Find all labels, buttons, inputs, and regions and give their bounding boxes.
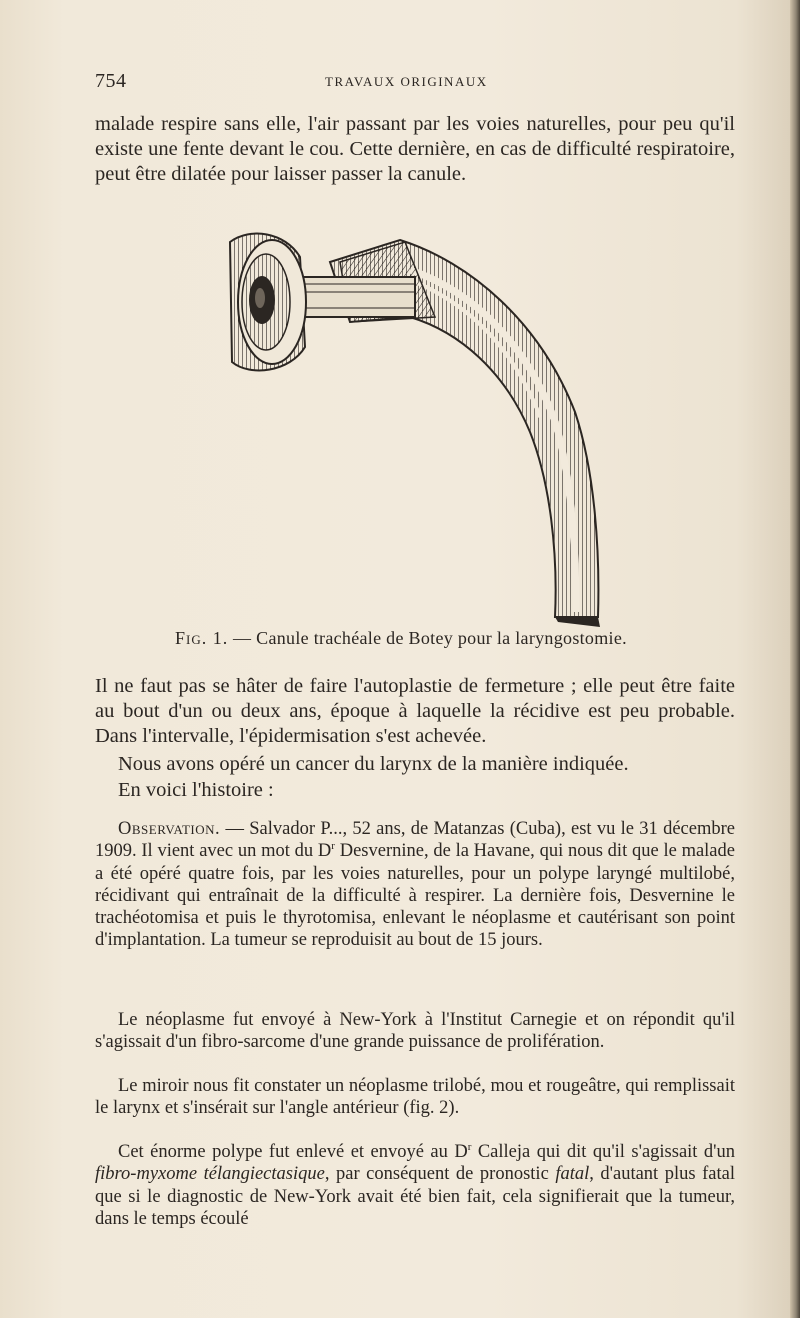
- paragraph-8: [95, 1141, 735, 1230]
- paragraph-8-italic-2: fatal: [555, 1164, 590, 1185]
- observation-paragraph: [95, 818, 735, 952]
- paragraph-8-italic-1: fibro-myxome télangiectasique: [95, 1164, 325, 1185]
- paragraph-6: Le néoplasme fut envoyé à New-York à l'Institut Carnegie et on répondit qu'il s'agissait d'un fibro-sarcome d'une grande puissance de prolifération.: [95, 1010, 735, 1053]
- paragraph-1: malade respire sans elle, l'air passant par les voies naturelles, pour peu qu'il existe une fente devant le cou. Cette dernière, en cas de difficulté respiratoire, peut être dilatée pour laisser passer la canule.: [95, 113, 735, 185]
- running-head: TRAVAUX ORIGINAUX: [325, 74, 488, 89]
- paragraph-8-text-d: , d'autant plus fatal que si le diagnostic de New-York avait été bien fait, cela signifierait que la tumeur, dans le temps écoulé: [95, 1164, 735, 1229]
- figure-caption-text: — Canule trachéale de Botey pour la laryngostomie.: [228, 628, 627, 648]
- paragraph-2: Il ne faut pas se hâter de faire l'autoplastie de fermeture ; elle peut être faite au bout d'un ou deux ans, époque à laquelle la récidive est peu probable. Dans l'intervalle, l'épidermisation s'est achevée.: [95, 675, 735, 747]
- paragraph-8-text-b: Calleja qui dit qu'il s'agissait d'un: [471, 1142, 735, 1162]
- page-edge-shadow: [790, 0, 800, 1318]
- paragraph-8-text-a: Cet énorme polype fut enlevé et envoyé au D: [118, 1142, 468, 1162]
- page-header: [95, 70, 735, 94]
- cannula-illustration-icon: [210, 222, 630, 632]
- figure-label: Fig. 1.: [175, 628, 229, 648]
- observation-text-b: Desvernine, de la Havane, qui nous dit que le malade a été opéré quatre fois, par les voies naturelles, pour un polype laryngé multilobé, récidivant qui entraînait de la difficulté à respirer. La dernière fois, Desvernine le trachéotomisa et puis le thyrotomisa, enlevant le néoplasme et cautérisant son point d'implantation. La tumeur se reproduisit au bout de 15 jours.: [95, 841, 735, 951]
- observation-sup: r: [331, 840, 335, 853]
- paragraph-8-sup: r: [467, 1140, 472, 1153]
- observation-label: Observation.: [118, 819, 221, 839]
- paragraph-7: Le miroir nous fit constater un néoplasme trilobé, mou et rougeâtre, qui remplissait le larynx et s'insérait sur l'angle antérieur (fig. 2).: [95, 1076, 735, 1119]
- page-number: 754: [95, 70, 127, 92]
- paragraph-8-text-c: , par conséquent de pronostic: [324, 1164, 556, 1185]
- paragraph-3: Nous avons opéré un cancer du larynx de la manière indiquée.: [118, 753, 629, 775]
- figure-tracheal-cannula: [210, 222, 630, 632]
- figure-caption: [175, 628, 735, 649]
- observation-text-a: — Salvador P..., 52 ans, de Matanzas (Cuba), est vu le 31 décembre 1909. Il vient avec un mot du D: [95, 819, 735, 862]
- paragraph-4: En voici l'histoire :: [118, 779, 274, 801]
